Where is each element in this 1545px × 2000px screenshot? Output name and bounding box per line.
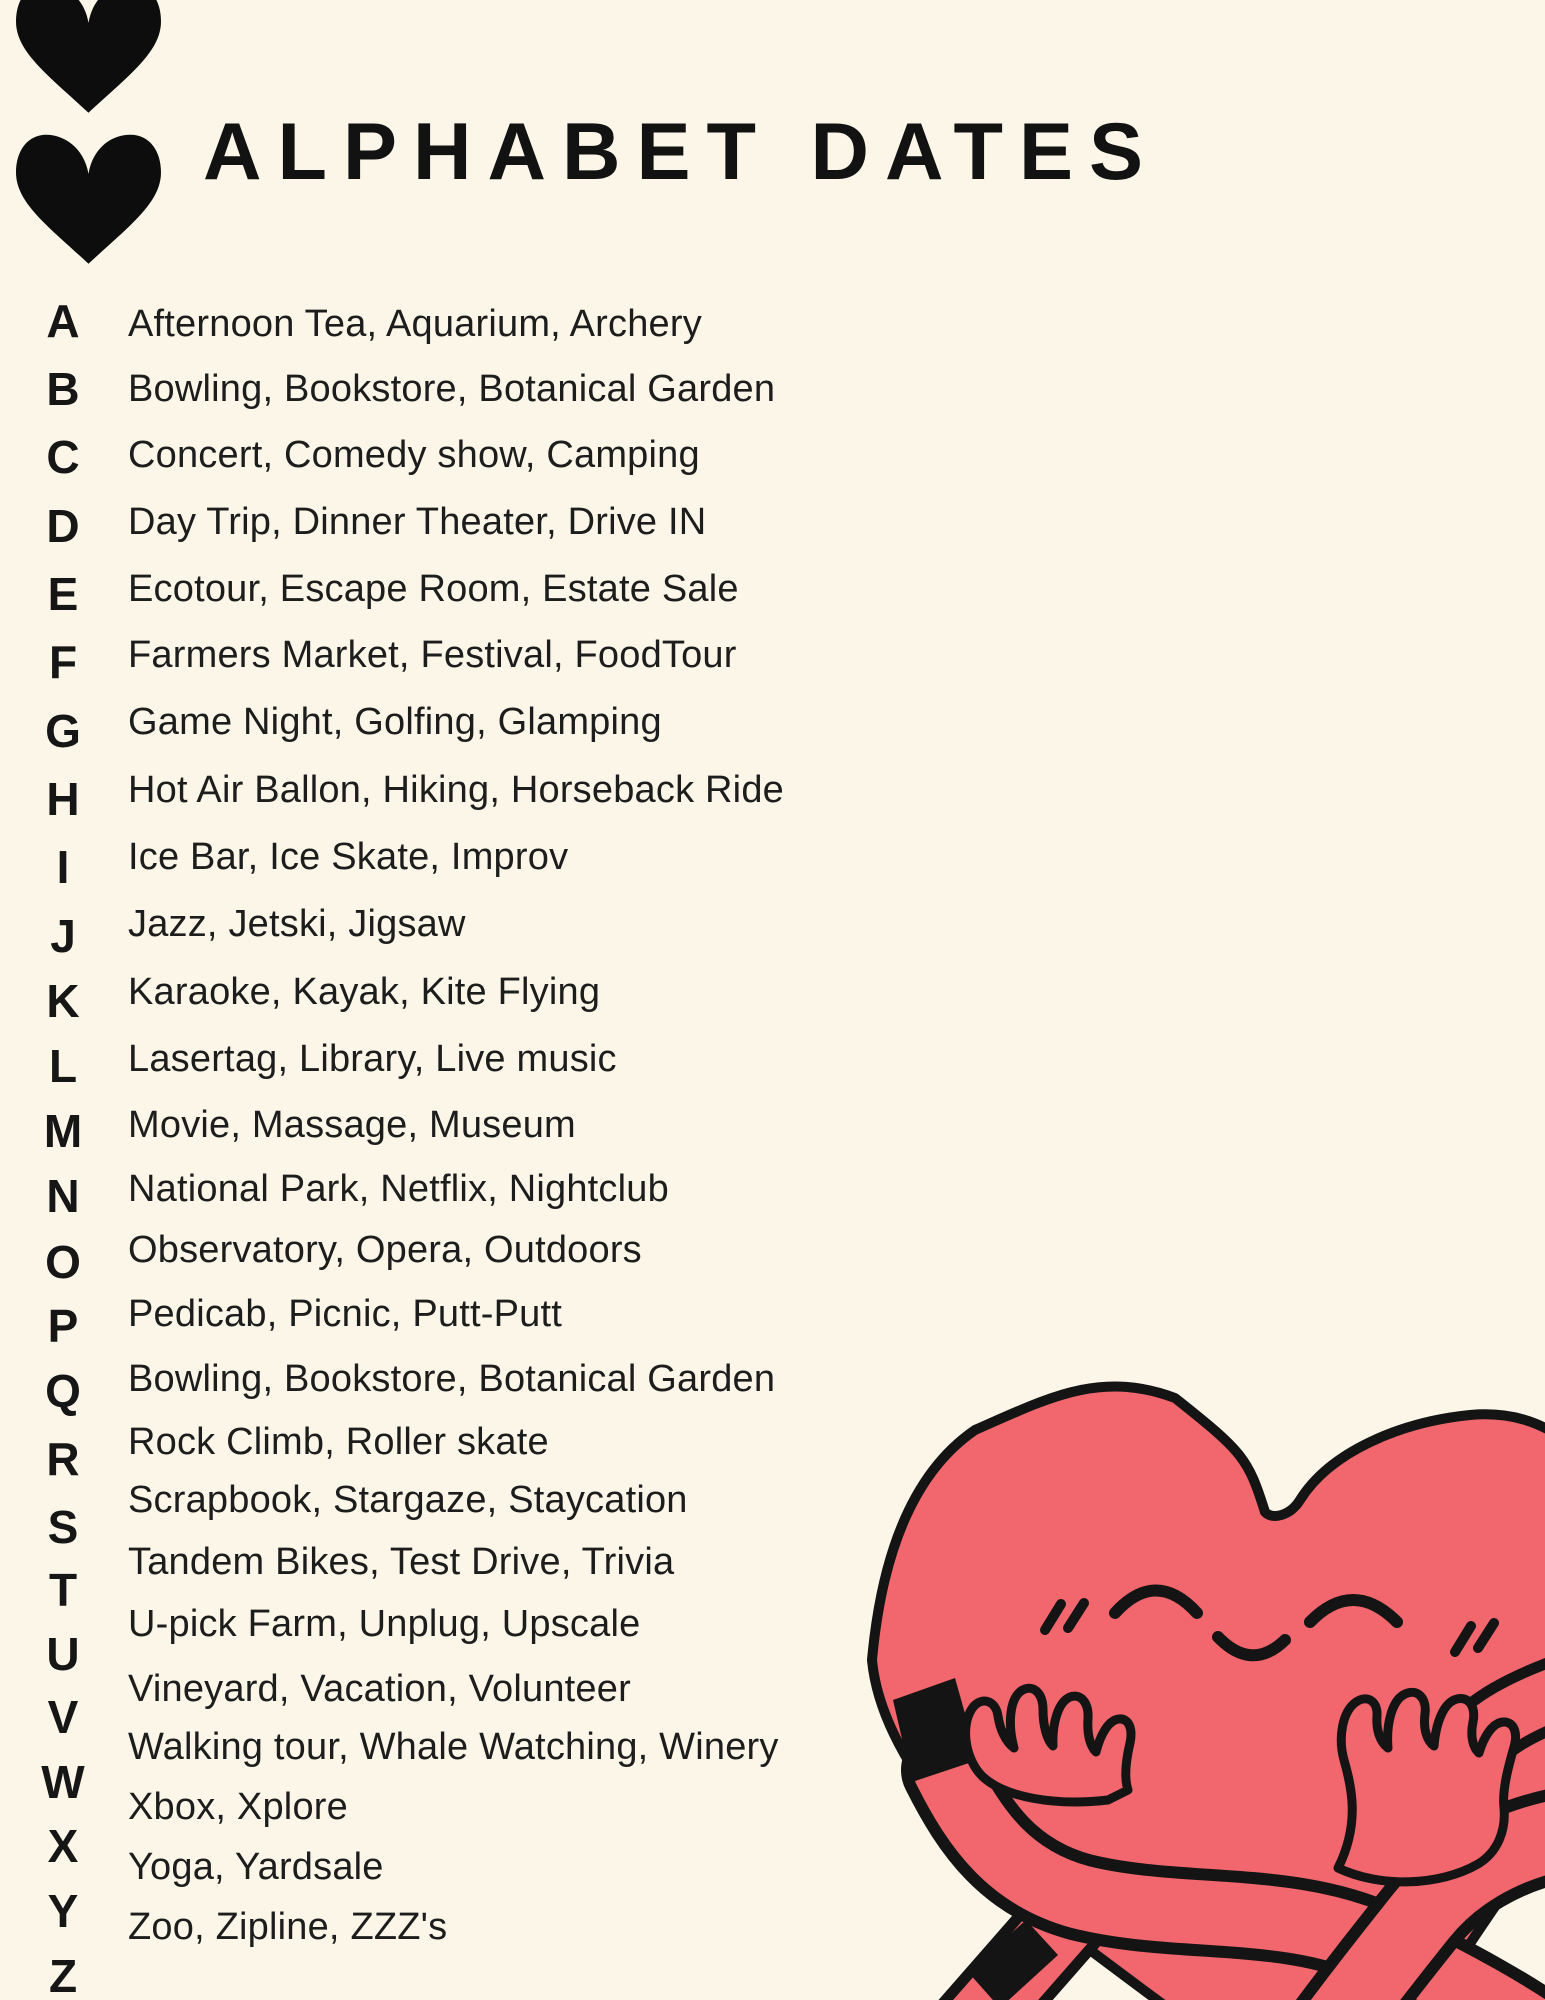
letter-label-b: B xyxy=(46,363,80,415)
letter-label-q: Q xyxy=(45,1365,81,1417)
date-ideas-u: U-pick Farm, Unplug, Upscale xyxy=(128,1603,641,1645)
date-ideas-h: Hot Air Ballon, Hiking, Horseback Ride xyxy=(128,769,784,811)
date-ideas-f: Farmers Market, Festival, FoodTour xyxy=(128,634,737,676)
mascot-left-hand xyxy=(966,1688,1131,1802)
black-heart-icon xyxy=(16,0,161,113)
date-ideas-e: Ecotour, Escape Room, Estate Sale xyxy=(128,568,739,610)
date-ideas-k: Karaoke, Kayak, Kite Flying xyxy=(128,971,601,1013)
mascot-right-hand xyxy=(1338,1692,1516,1881)
letter-label-s: S xyxy=(47,1501,79,1553)
letter-label-x: X xyxy=(47,1820,79,1872)
letter-label-g: G xyxy=(45,705,81,757)
black-heart-shape xyxy=(16,135,161,264)
date-ideas-p: Pedicab, Picnic, Putt-Putt xyxy=(128,1293,562,1335)
letter-label-o: O xyxy=(45,1236,81,1288)
letter-label-e: E xyxy=(47,568,79,620)
date-ideas-b: Bowling, Bookstore, Botanical Garden xyxy=(128,368,776,410)
date-ideas-z: Zoo, Zipline, ZZZ's xyxy=(128,1906,448,1948)
mascot-striped-leg xyxy=(965,1915,1070,2000)
date-ideas-r: Rock Climb, Roller skate xyxy=(128,1421,549,1463)
letter-label-r: R xyxy=(46,1433,80,1485)
letter-label-f: F xyxy=(48,636,78,688)
letter-label-w: W xyxy=(41,1756,85,1808)
date-ideas-t: Tandem Bikes, Test Drive, Trivia xyxy=(128,1541,675,1583)
letter-label-z: Z xyxy=(48,1950,78,2000)
smile xyxy=(1218,1637,1285,1655)
letter-label-h: H xyxy=(46,773,80,825)
letter-label-t: T xyxy=(48,1564,78,1616)
letter-label-d: D xyxy=(46,500,80,552)
letter-label-n: N xyxy=(46,1170,80,1222)
date-ideas-y: Yoga, Yardsale xyxy=(128,1846,384,1888)
letter-label-j: J xyxy=(50,910,76,962)
letter-label-v: V xyxy=(47,1691,79,1743)
mascot-right-upper-arm xyxy=(1468,1690,1545,1748)
date-ideas-a: Afternoon Tea, Aquarium, Archery xyxy=(128,303,702,345)
mascot-right-arm xyxy=(1305,1835,1545,2000)
date-ideas-m: Movie, Massage, Museum xyxy=(128,1104,576,1146)
letter-label-m: M xyxy=(43,1105,83,1157)
date-ideas-d: Day Trip, Dinner Theater, Drive IN xyxy=(128,501,707,543)
left-blush-marks xyxy=(1045,1603,1084,1630)
date-ideas-j: Jazz, Jetski, Jigsaw xyxy=(128,903,466,945)
date-ideas-w: Walking tour, Whale Watching, Winery xyxy=(128,1726,779,1768)
mascot-face xyxy=(1045,1591,1494,1656)
top-hearts-decoration xyxy=(16,0,166,272)
letter-label-u: U xyxy=(46,1628,80,1680)
date-ideas-l: Lasertag, Library, Live music xyxy=(128,1038,617,1080)
letter-label-y: Y xyxy=(47,1885,79,1937)
date-ideas-i: Ice Bar, Ice Skate, Improv xyxy=(128,836,569,878)
date-ideas-n: National Park, Netflix, Nightclub xyxy=(128,1168,669,1210)
left-eye xyxy=(1115,1591,1197,1614)
black-heart-icon xyxy=(16,133,161,264)
letter-label-c: C xyxy=(46,431,80,483)
letter-label-l: L xyxy=(48,1040,78,1092)
right-eye xyxy=(1310,1600,1397,1622)
mascot-shoulder-band xyxy=(893,1678,978,1782)
letter-label-i: I xyxy=(56,841,70,893)
mascot-left-arm xyxy=(945,1770,1545,2000)
date-ideas-q: Bowling, Bookstore, Botanical Garden xyxy=(128,1358,776,1400)
page-title: ALPHABET DATES xyxy=(203,107,1160,198)
date-ideas-g: Game Night, Golfing, Glamping xyxy=(128,701,662,743)
date-ideas-o: Observatory, Opera, Outdoors xyxy=(128,1229,642,1271)
letter-label-p: P xyxy=(47,1300,79,1352)
date-ideas-s: Scrapbook, Stargaze, Staycation xyxy=(128,1479,688,1521)
date-ideas-x: Xbox, Xplore xyxy=(128,1786,348,1828)
mascot-heart-body xyxy=(872,1387,1545,2000)
date-ideas-c: Concert, Comedy show, Camping xyxy=(128,434,700,476)
right-blush-marks xyxy=(1455,1623,1494,1652)
letter-label-a: A xyxy=(46,295,80,347)
black-heart-shape xyxy=(16,0,161,113)
date-ideas-v: Vineyard, Vacation, Volunteer xyxy=(128,1668,631,1710)
letter-label-k: K xyxy=(46,975,80,1027)
